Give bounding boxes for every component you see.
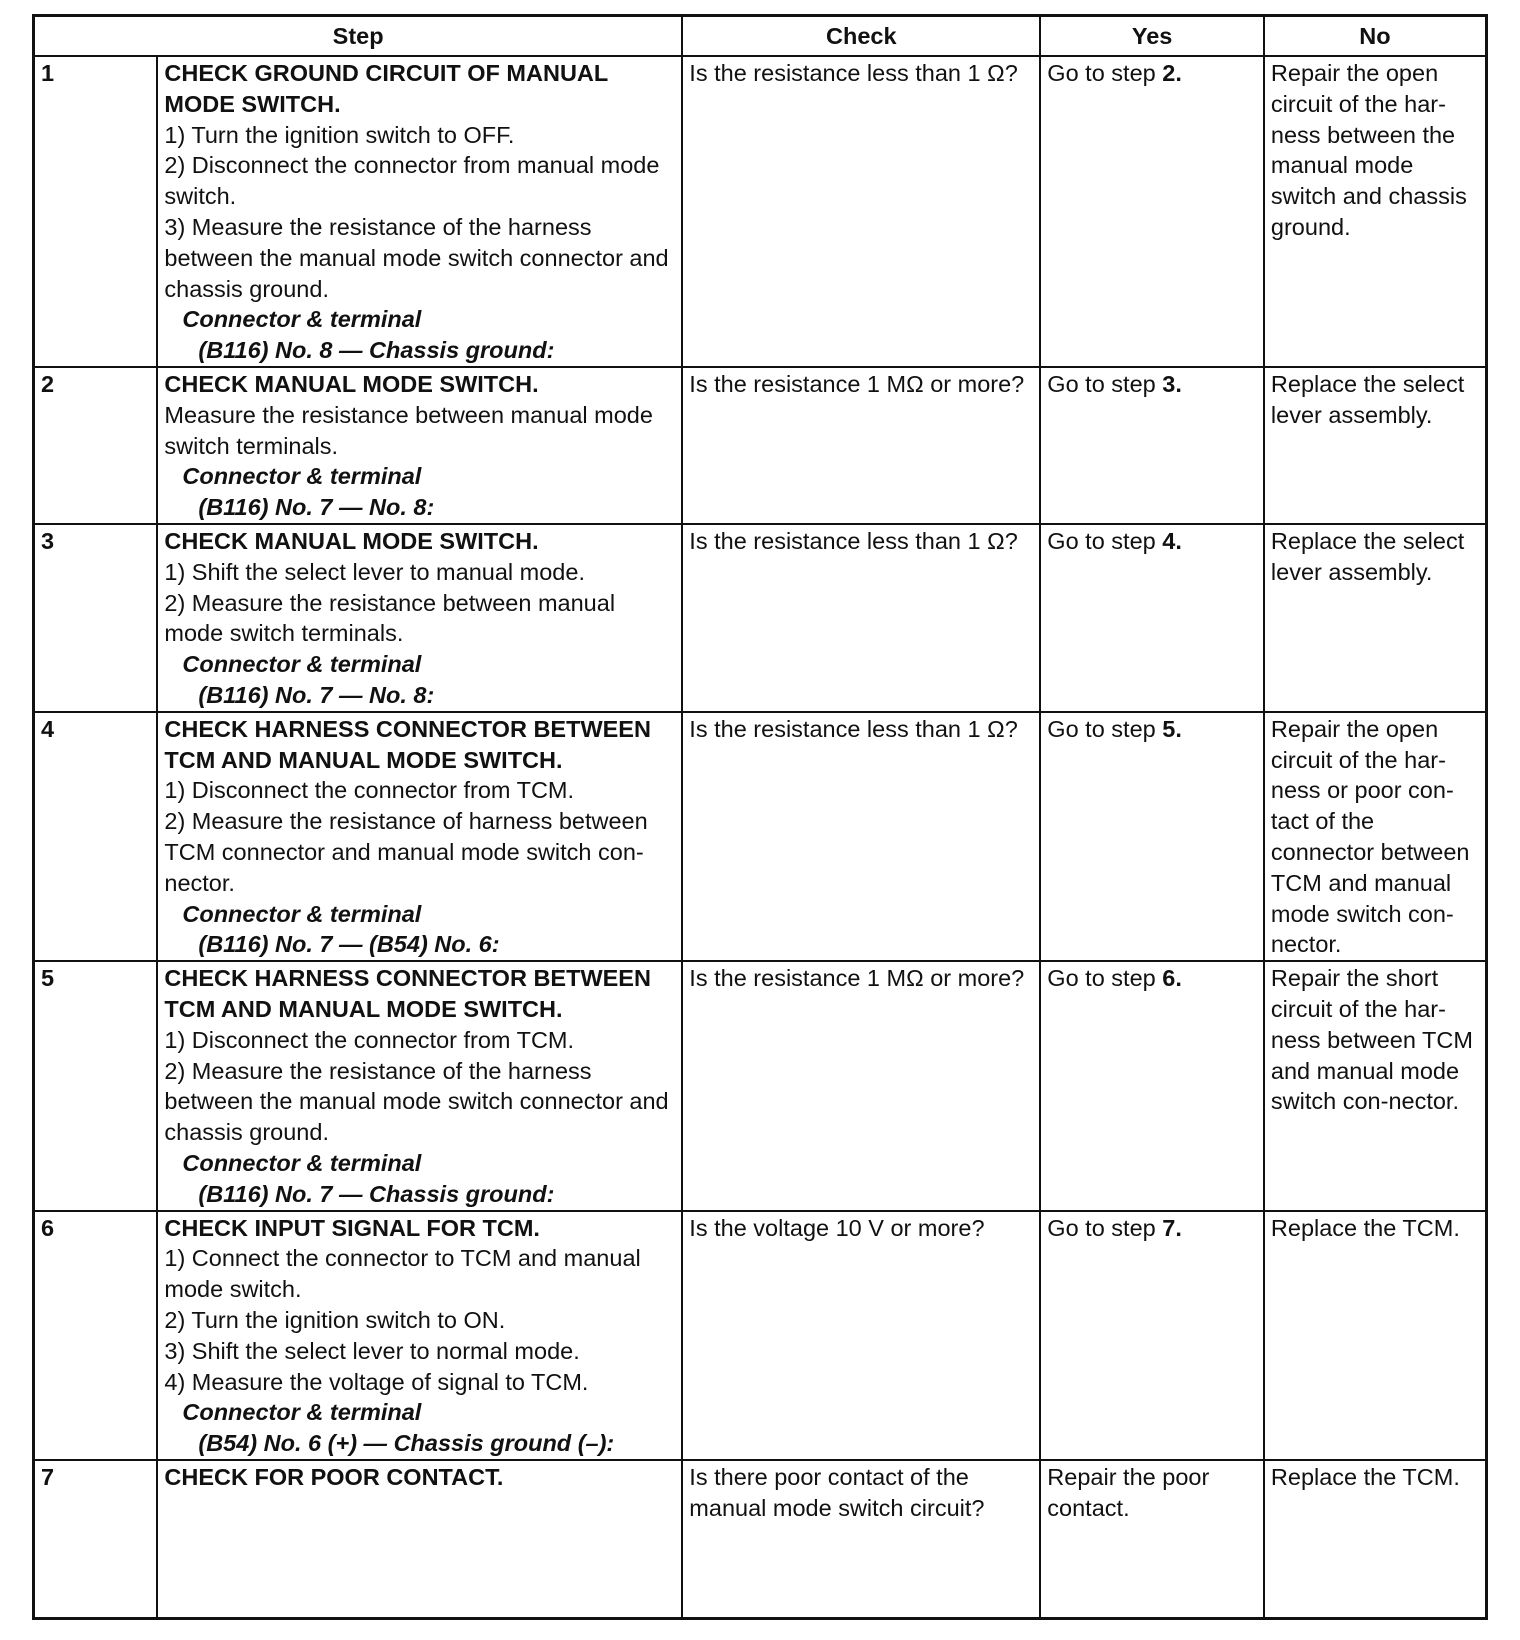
connector-label: Connector & terminal [182, 1399, 422, 1426]
yes-suffix: . [1175, 60, 1182, 86]
no-action: Repair the short circuit of the har-ness between TCM and manual mode switch con-nector. [1264, 961, 1487, 1210]
step-instruction: 1) Shift the select lever to manual mode. [164, 558, 585, 585]
connector-terminal-value: (B116) No. 8 — Chassis ground: [198, 337, 555, 364]
step-instruction: 3) Measure the resistance of the harness between the manual mode switch connector and chassis ground. [164, 213, 669, 302]
step-number: 4 [34, 712, 158, 961]
header-yes: Yes [1040, 16, 1264, 57]
step-instruction: 2) Measure the resistance between manual mode switch terminals. [164, 589, 616, 647]
step-instruction: 1) Disconnect the connector from TCM. [164, 777, 575, 804]
step-instruction: 3) Shift the select lever to normal mode. [164, 1337, 580, 1364]
yes-prefix: Go to step [1047, 965, 1163, 992]
check-question: Is the voltage 10 V or more? [682, 1211, 1040, 1460]
table-row [34, 524, 1487, 712]
step-description [157, 524, 682, 712]
step-number: 1 [34, 56, 158, 367]
step-description [157, 56, 682, 367]
step-instruction: 2) Measure the resistance of the harness between the manual mode switch connector and chassis ground. [164, 1057, 669, 1146]
yes-prefix: Go to step [1047, 371, 1163, 397]
step-instruction: 1) Turn the ignition switch to OFF. [164, 121, 515, 148]
check-question: Is the resistance 1 MΩ or more? [682, 961, 1040, 1210]
connector-terminal-value: (B116) No. 7 — Chassis ground: [198, 1180, 555, 1207]
table-row [34, 1211, 1487, 1460]
connector-terminal-value: (B116) No. 7 — No. 8: [198, 494, 435, 521]
check-question: Is the resistance less than 1 Ω? [682, 524, 1040, 712]
diagnostic-procedure-sheet [32, 14, 1488, 1620]
yes-suffix: . [1175, 965, 1182, 992]
yes-action [1040, 961, 1264, 1210]
connector-terminal-value: (B54) No. 6 (+) — Chassis ground (–): [198, 1430, 615, 1457]
yes-step-number: 3 [1162, 371, 1176, 397]
step-description [157, 712, 682, 961]
header-check: Check [682, 16, 1040, 57]
connector-label: Connector & terminal [182, 1149, 422, 1176]
step-title: CHECK HARNESS CONNECTOR BETWEEN TCM AND MANUAL MODE SWITCH. [164, 965, 651, 1022]
step-number: 6 [34, 1211, 158, 1460]
step-title: CHECK MANUAL MODE SWITCH. [164, 371, 539, 397]
table-row [34, 961, 1487, 1210]
step-title: CHECK HARNESS CONNECTOR BETWEEN TCM AND MANUAL MODE SWITCH. [164, 715, 651, 773]
step-instruction: 2) Disconnect the connector from manual mode switch. [164, 152, 660, 210]
check-question: Is there poor contact of the manual mode switch circuit? [682, 1460, 1040, 1619]
yes-action [1040, 56, 1264, 367]
step-description [157, 961, 682, 1210]
check-question: Is the resistance less than 1 Ω? [682, 56, 1040, 367]
no-action: Repair the open circuit of the har-ness or poor con-tact of the connector between TCM and manual mode switch con-nector. [1264, 712, 1487, 961]
yes-action [1040, 1211, 1264, 1460]
header-step: Step [34, 16, 683, 57]
step-instruction: Measure the resistance between manual mode switch terminals. [164, 401, 653, 459]
yes-action [1040, 712, 1264, 961]
no-action: Replace the TCM. [1264, 1211, 1487, 1460]
step-title: CHECK FOR POOR CONTACT. [164, 1463, 504, 1490]
step-number: 7 [34, 1460, 158, 1619]
step-title: CHECK MANUAL MODE SWITCH. [164, 527, 539, 554]
no-action: Repair the open circuit of the har-ness between the manual mode switch and chassis ground. [1264, 56, 1487, 367]
step-title: CHECK GROUND CIRCUIT OF MANUAL MODE SWITCH. [164, 60, 608, 117]
no-action: Replace the select lever assembly. [1264, 524, 1487, 712]
connector-terminal-value: (B116) No. 7 — No. 8: [198, 681, 435, 708]
yes-prefix: Go to step [1047, 527, 1163, 554]
check-question: Is the resistance 1 MΩ or more? [682, 367, 1040, 524]
yes-prefix: Go to step [1047, 715, 1163, 742]
table-row [34, 367, 1487, 524]
table-row [34, 712, 1487, 961]
yes-step-number: 2 [1162, 60, 1176, 86]
yes-action [1040, 367, 1264, 524]
step-description [157, 1460, 682, 1619]
step-number: 2 [34, 367, 158, 524]
table-row [34, 56, 1487, 367]
yes-suffix: . [1175, 715, 1182, 742]
yes-step-number: 6 [1162, 965, 1176, 992]
connector-terminal-value: (B116) No. 7 — (B54) No. 6: [198, 931, 500, 958]
step-instruction: 1) Connect the connector to TCM and manual mode switch. [164, 1245, 641, 1303]
step-instruction: 4) Measure the voltage of signal to TCM. [164, 1368, 589, 1395]
table-header-row [34, 16, 1487, 57]
step-number: 3 [34, 524, 158, 712]
yes-suffix: . [1175, 371, 1182, 397]
yes-step-number: 5 [1162, 715, 1176, 742]
check-question: Is the resistance less than 1 Ω? [682, 712, 1040, 961]
yes-suffix: . [1175, 527, 1182, 554]
step-description [157, 367, 682, 524]
yes-prefix: Go to step [1047, 1214, 1163, 1241]
connector-label: Connector & terminal [182, 651, 422, 678]
yes-action: Repair the poor contact. [1040, 1460, 1264, 1619]
header-no: No [1264, 16, 1487, 57]
step-instruction: 1) Disconnect the connector from TCM. [164, 1026, 575, 1053]
connector-label: Connector & terminal [182, 463, 422, 490]
no-action: Replace the TCM. [1264, 1460, 1487, 1619]
diagnostic-table [32, 14, 1488, 1620]
connector-label: Connector & terminal [182, 306, 422, 333]
step-description [157, 1211, 682, 1460]
yes-step-number: 7 [1162, 1214, 1176, 1241]
step-number: 5 [34, 961, 158, 1210]
yes-prefix: Go to step [1047, 60, 1163, 86]
no-action: Replace the select lever assembly. [1264, 367, 1487, 524]
step-instruction: 2) Measure the resistance of harness between TCM connector and manual mode switch con-nector. [164, 808, 648, 896]
step-title: CHECK INPUT SIGNAL FOR TCM. [164, 1214, 540, 1241]
step-instruction: 2) Turn the ignition switch to ON. [164, 1306, 506, 1333]
yes-step-number: 4 [1162, 527, 1176, 554]
table-row [34, 1460, 1487, 1619]
connector-label: Connector & terminal [182, 900, 422, 927]
yes-action [1040, 524, 1264, 712]
yes-suffix: . [1175, 1214, 1182, 1241]
